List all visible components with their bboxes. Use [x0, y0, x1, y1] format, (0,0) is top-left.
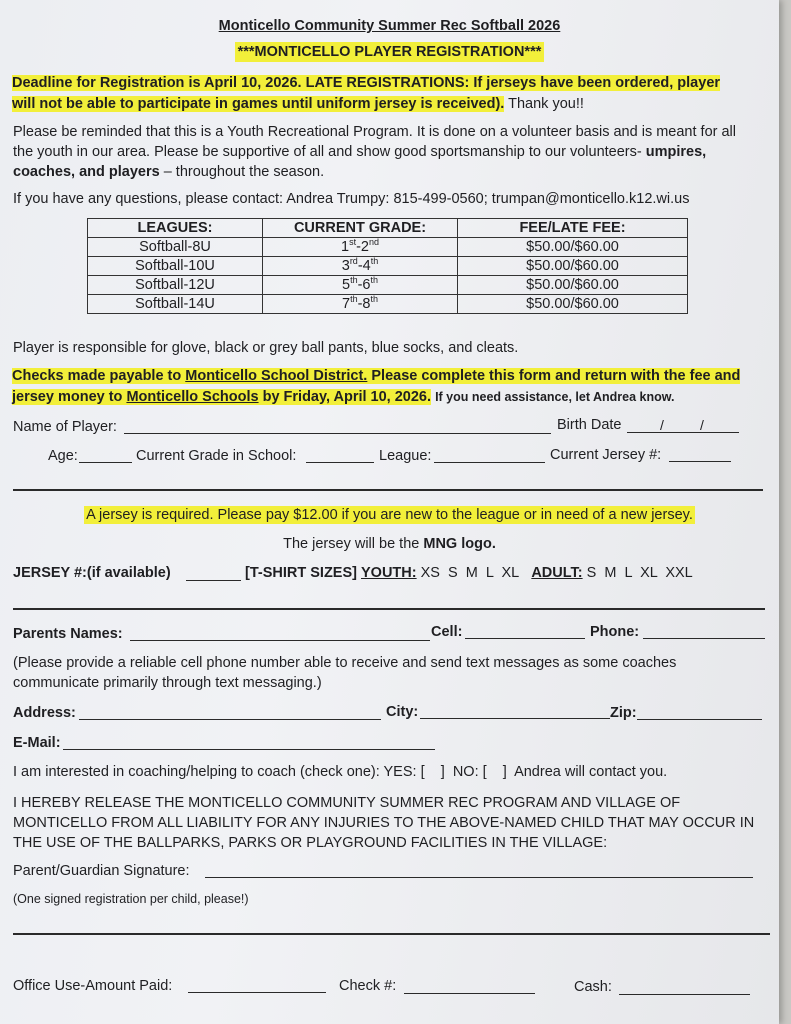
divider: [13, 608, 765, 610]
address-label: Address:: [13, 705, 76, 721]
grade-label: Current Grade in School:: [136, 448, 297, 464]
grade-cell: 3rd-4th: [263, 257, 458, 276]
phone-field[interactable]: [643, 638, 765, 639]
page-title: Monticello Community Summer Rec Softball 2026: [218, 18, 561, 34]
league-field[interactable]: [434, 462, 545, 463]
birth-date-field[interactable]: [627, 432, 739, 433]
fee-cell: $50.00/$60.00: [458, 295, 688, 314]
header-leagues: LEAGUES:: [88, 219, 263, 238]
table-row: [88, 257, 688, 276]
league-cell: Softball-12U: [88, 276, 263, 295]
fee-cell: $50.00/$60.00: [458, 276, 688, 295]
zip-label: Zip:: [610, 705, 637, 721]
check-number-field[interactable]: [404, 993, 535, 994]
amount-paid-field[interactable]: [188, 992, 326, 993]
adult-sizes[interactable]: S M L XL XXL: [586, 565, 693, 581]
age-label: Age:: [48, 448, 78, 464]
city-label: City:: [386, 704, 419, 720]
league-label: League:: [379, 448, 432, 464]
assist-note: If you need assistance, let Andrea know.: [435, 390, 675, 404]
current-jersey-field[interactable]: [669, 461, 731, 462]
jersey-number-field[interactable]: [186, 580, 241, 581]
divider: [13, 489, 763, 491]
signature-note: (One signed registration per child, please!): [13, 892, 249, 906]
address-field[interactable]: [79, 719, 381, 720]
date-slash-2: /: [700, 417, 704, 433]
amount-paid-label: Office Use-Amount Paid:: [13, 978, 173, 994]
coaching-line: I am interested in coaching/helping to coach (check one): YES: [ ] NO: [ ] Andrea will contact you.: [13, 764, 668, 780]
youth-sizes[interactable]: XS S M L XL: [420, 565, 520, 581]
deadline-highlight: Deadline for Registration is April 10, 2026. LATE REGISTRATIONS: If jerseys have been ordered, player will not be able to participate in games until uniform jersey is received).: [12, 75, 721, 112]
deadline-notice: [12, 73, 742, 115]
grade-field[interactable]: [306, 462, 374, 463]
league-cell: Softball-8U: [88, 238, 263, 257]
email-label: E-Mail:: [13, 735, 61, 751]
checks-notice: Checks made payable to Monticello School District. Please complete this form and return with the fee and jersey money to Monticello Schools by Friday, April 10, 2026. If you need assistance, let Andrea know.: [12, 368, 741, 405]
header-grade: CURRENT GRADE:: [263, 219, 458, 238]
equipment-note: Player is responsible for glove, black or grey ball pants, blue socks, and cleats.: [13, 340, 519, 356]
cell-field[interactable]: [465, 638, 585, 639]
fee-table-header: [88, 219, 688, 238]
contact-line: If you have any questions, please contact: Andrea Trumpy: 815-499-0560; trumpan@monticello.k12.wi.us: [13, 191, 690, 207]
grade-cell: 7th-8th: [263, 295, 458, 314]
intro-bold: umpires, coaches, and players: [13, 144, 707, 180]
cell-label: Cell:: [431, 624, 463, 640]
cash-field[interactable]: [619, 994, 750, 995]
fee-table: [87, 218, 688, 314]
page-subtitle: ***MONTICELLO PLAYER REGISTRATION***: [0, 44, 779, 60]
birth-date-label: Birth Date: [557, 417, 622, 433]
table-row: [88, 238, 688, 257]
cash-label: Cash:: [574, 979, 612, 995]
jersey-number-label: JERSEY #:(if available): [13, 565, 171, 581]
grade-cell: 1st-2nd: [263, 238, 458, 257]
zip-field[interactable]: [637, 719, 762, 720]
grade-cell: 5th-6th: [263, 276, 458, 295]
player-name-field[interactable]: [124, 433, 551, 434]
intro-text: Please be reminded that this is a Youth Recreational Program. It is done on a volunteer basis and is meant for all the youth in our area. Please be supportive of all and show good sportsmanship to our volunteers-: [13, 124, 737, 160]
cell-note: (Please provide a reliable cell phone number able to receive and send text messages as some coaches communicate primarily through text messaging.): [13, 655, 677, 691]
jersey-logo-note: The jersey will be the MNG logo.: [283, 536, 496, 552]
table-row: [88, 295, 688, 314]
check-number-label: Check #:: [339, 978, 397, 994]
date-slash-1: /: [660, 417, 664, 433]
email-field[interactable]: [63, 749, 435, 750]
tshirt-sizes: [T-SHIRT SIZES] YOUTH: XS S M L XL ADULT: S M L XL XXL: [245, 565, 693, 581]
intro-paragraph: [13, 122, 748, 182]
signature-label: Parent/Guardian Signature:: [13, 863, 190, 879]
phone-label: Phone:: [590, 624, 640, 640]
age-field[interactable]: [79, 462, 132, 463]
table-row: [88, 276, 688, 295]
divider: [13, 933, 770, 935]
jersey-notice: A jersey is required. Please pay $12.00 if you are new to the league or in need of a new jersey.: [86, 507, 693, 523]
player-name-label: Name of Player:: [13, 419, 117, 435]
city-field[interactable]: [420, 718, 610, 719]
league-cell: Softball-10U: [88, 257, 263, 276]
signature-field[interactable]: [205, 877, 753, 878]
fee-cell: $50.00/$60.00: [458, 238, 688, 257]
intro-text-end: – throughout the season.: [163, 164, 325, 180]
parents-names-field[interactable]: [130, 640, 430, 641]
parents-names-label: Parents Names:: [13, 626, 123, 642]
fee-cell: $50.00/$60.00: [458, 257, 688, 276]
release-statement: I HEREBY RELEASE THE MONTICELLO COMMUNITY SUMMER REC PROGRAM AND VILLAGE OF MONTICELLO FROM ALL LIABILITY FOR ANY INJURIES TO THE ABOVE-NAMED CHILD THAT MAY OCCUR IN THE USE OF THE BALLPARKS, PARKS OR PLAYGROUND FACILITIES IN THE VILLAGE:: [13, 795, 755, 851]
header-fee: FEE/LATE FEE:: [458, 219, 688, 238]
deadline-thanks: Thank you!!: [508, 96, 584, 112]
league-cell: Softball-14U: [88, 295, 263, 314]
current-jersey-label: Current Jersey #:: [550, 447, 662, 463]
